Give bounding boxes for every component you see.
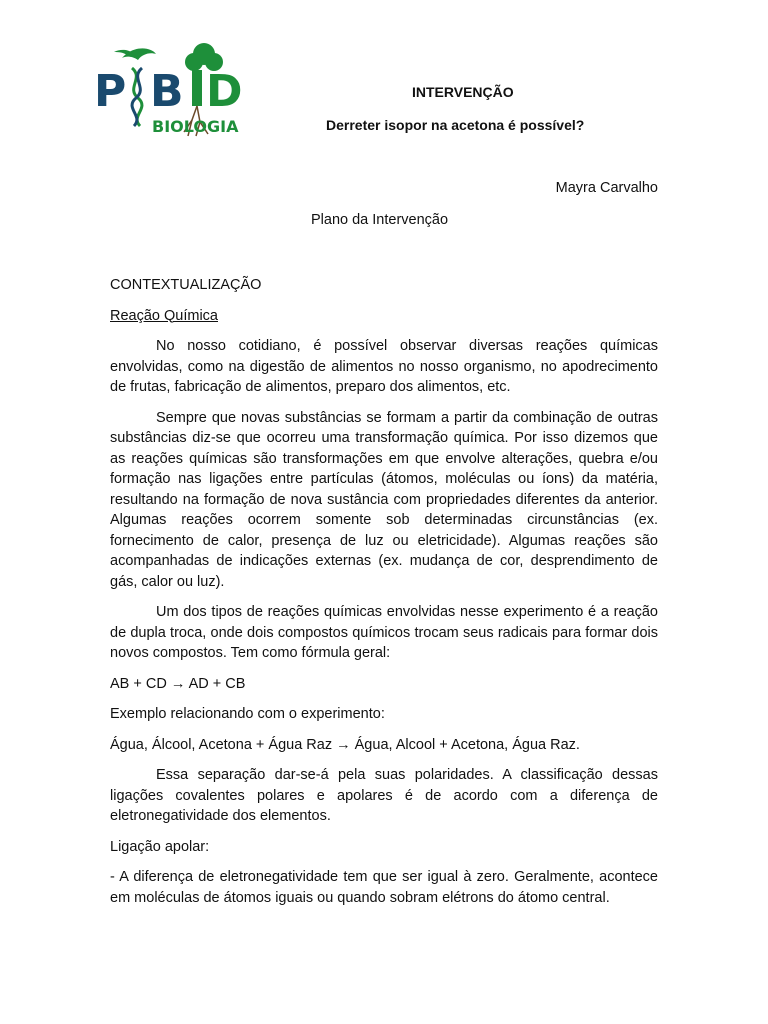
section-title: CONTEXTUALIZAÇÃO [110, 277, 262, 293]
author-name: Mayra Carvalho [555, 180, 658, 196]
apolar-text: - A diferença de eletronegatividade tem que ser igual à zero. Geralmente, acontece em moléculas de átomos iguais ou quando sobram elétrons do átomo central. [110, 869, 658, 906]
svg-text:P: P [94, 66, 127, 117]
pibid-biologia-logo [92, 40, 262, 140]
plan-label: Plano da Intervenção [311, 212, 449, 228]
subsection-title: Reação Química [110, 307, 218, 324]
document-title: INTERVENÇÃO [412, 84, 514, 100]
example-equation: Água, Álcool, Acetona + Água Raz → Água, Alcool + Acetona, Água Raz. [110, 736, 580, 753]
svg-text:D: D [206, 66, 243, 117]
dna-helix-icon [132, 68, 142, 126]
paragraph-1: No nosso cotidiano, é possível observar diversas reações químicas envolvidas, como na digestão de alimentos no nosso organismo, no apodrecimento de frutas, fabricação de alimentos, preparo dos alimentos, etc. [110, 338, 658, 395]
paragraph-2: Sempre que novas substâncias se formam a partir da combinação de outras substâncias diz-se que ocorreu uma transformação química. Por isso dizemos que as reações químicas são transformações em que envolve alterações, quebra e/ou formação nas ligações entre partículas (átomos, moléculas ou íons) da matéria, resultando na formação de nova sustância com propriedades diferentes da anterior. Algumas reações ocorrem somente sob determinadas circunstâncias (ex. fornecimento de calor, presença de luz ou eletricidade). Algumas reações são acompanhadas de indicações externas (ex. mudança de cor, desprendimento de gás, calor ou luz). [110, 409, 658, 590]
svg-text:BIOLOGIA: BIOLOGIA [152, 117, 239, 136]
document-subtitle: Derreter isopor na acetona é possível? [326, 117, 585, 133]
paragraph-3: Um dos tipos de reações químicas envolvidas nesse experimento é a reação de dupla troca, onde dois compostos químicos trocam seus radicais para formar dois novos compostos. Tem como fórmula geral: [110, 604, 658, 661]
document-body [110, 275, 658, 918]
svg-text:B: B [150, 66, 184, 117]
general-formula: AB + CD → AD + CB [110, 675, 246, 692]
apolar-label: Ligação apolar: [110, 838, 210, 855]
paragraph-4: Essa separação dar-se-á pela suas polaridades. A classificação dessas ligações covalentes polares e apolares é de acordo com a diferença de eletronegatividade dos elementos. [110, 767, 658, 824]
example-label: Exemplo relacionando com o experimento: [110, 706, 385, 722]
